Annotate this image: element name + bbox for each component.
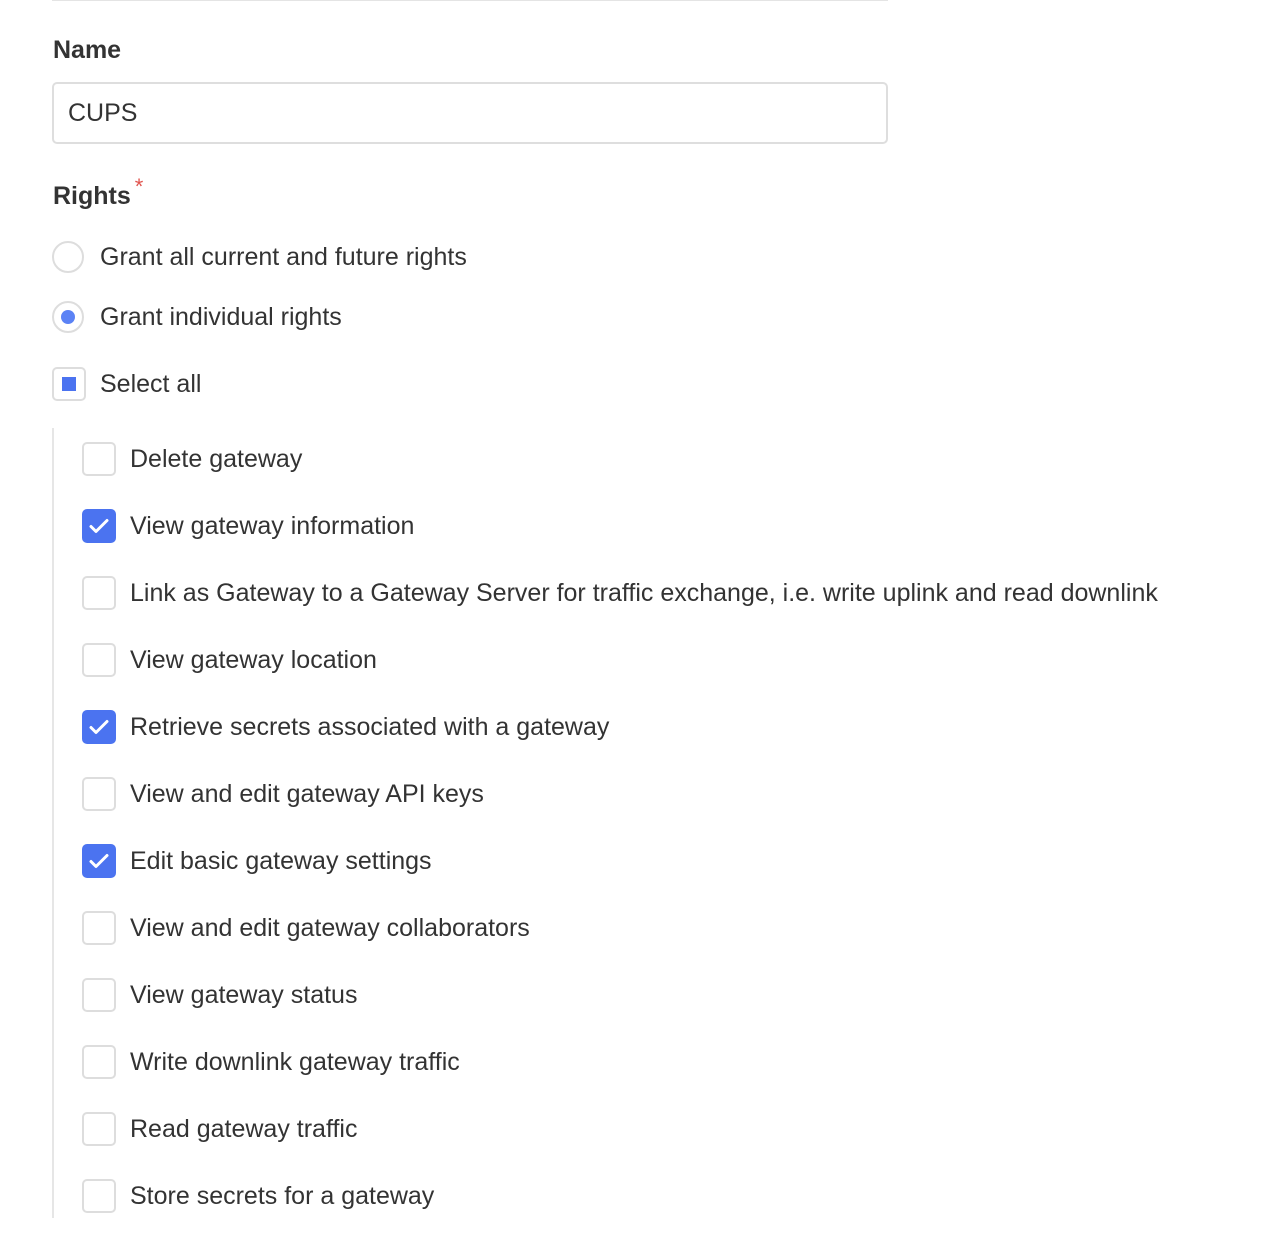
right-label: Link as Gateway to a Gateway Server for traffic exchange, i.e. write uplink and read downlink — [130, 578, 1158, 607]
check-icon — [87, 849, 111, 873]
check-icon — [87, 514, 111, 538]
right-checkbox-item[interactable] — [82, 777, 484, 811]
checkbox[interactable] — [82, 576, 116, 610]
checkbox[interactable] — [82, 710, 116, 744]
right-checkbox-item[interactable] — [82, 1112, 357, 1146]
right-label: View and edit gateway API keys — [130, 779, 484, 808]
checkbox[interactable] — [82, 1112, 116, 1146]
rights-group-border — [52, 428, 54, 1218]
rights-label-text: Rights — [53, 182, 131, 210]
right-label: Read gateway traffic — [130, 1114, 358, 1143]
right-checkbox-item[interactable] — [82, 1179, 434, 1213]
right-checkbox-item[interactable] — [82, 978, 357, 1012]
checkbox[interactable] — [82, 844, 116, 878]
checkbox[interactable] — [82, 1045, 116, 1079]
right-label: View gateway information — [130, 511, 415, 540]
checkbox[interactable] — [82, 643, 116, 677]
radio-grant-all[interactable] — [52, 241, 467, 273]
rights-label — [53, 174, 144, 211]
right-label: View gateway status — [130, 980, 358, 1009]
right-checkbox-item[interactable] — [82, 844, 432, 878]
right-checkbox-item[interactable] — [82, 911, 530, 945]
right-label: Write downlink gateway traffic — [130, 1047, 460, 1076]
checkbox[interactable] — [82, 442, 116, 476]
select-all-label: Select all — [100, 369, 202, 398]
radio-button-selected[interactable] — [52, 301, 84, 333]
right-checkbox-item[interactable] — [82, 576, 1158, 610]
right-checkbox-item[interactable] — [82, 442, 302, 476]
checkbox[interactable] — [82, 1179, 116, 1213]
checkbox[interactable] — [82, 911, 116, 945]
right-checkbox-item[interactable] — [82, 509, 414, 543]
right-checkbox-item[interactable] — [82, 1045, 460, 1079]
checkbox[interactable] — [82, 509, 116, 543]
right-checkbox-item[interactable] — [82, 643, 377, 677]
radio-label: Grant individual rights — [100, 302, 342, 331]
section-divider — [52, 0, 888, 1]
right-label: View and edit gateway collaborators — [130, 913, 530, 942]
right-label: Store secrets for a gateway — [130, 1181, 435, 1210]
right-label: Retrieve secrets associated with a gateway — [130, 712, 610, 741]
name-label: Name — [53, 36, 122, 64]
select-all-checkbox[interactable] — [52, 367, 201, 401]
right-label: View gateway location — [130, 645, 377, 674]
checkbox[interactable] — [82, 777, 116, 811]
radio-button[interactable] — [52, 241, 84, 273]
check-icon — [87, 715, 111, 739]
radio-label: Grant all current and future rights — [100, 242, 467, 271]
right-label: Delete gateway — [130, 444, 303, 473]
checkbox[interactable] — [82, 978, 116, 1012]
required-asterisk: * — [134, 174, 144, 199]
checkbox-indeterminate[interactable] — [52, 367, 86, 401]
name-input[interactable] — [52, 82, 888, 144]
right-label: Edit basic gateway settings — [130, 846, 432, 875]
radio-grant-individual[interactable] — [52, 301, 342, 333]
right-checkbox-item[interactable] — [82, 710, 609, 744]
